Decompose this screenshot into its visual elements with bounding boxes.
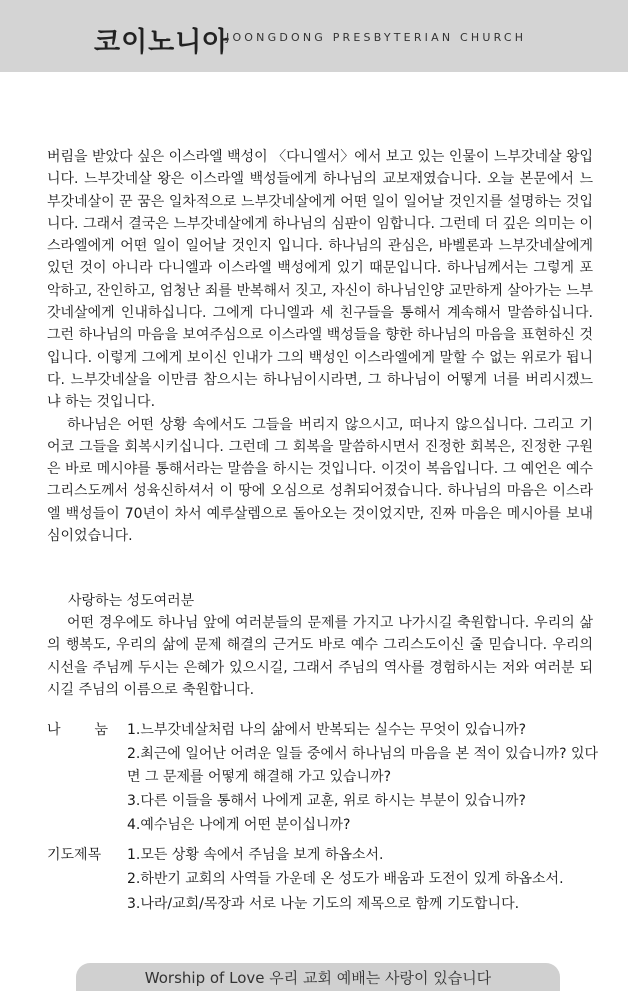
sharing-question: 2.최근에 일어난 어려운 일들 중에서 하나님의 마음을 본 적이 있습니까? 있다면 그 문제를 어떻게 해결해 가고 있습니까? <box>127 746 599 785</box>
sharing-label: 나 눔 <box>47 722 109 738</box>
prayer-item: 2.하반기 교회의 사역들 가운데 온 성도가 배움과 도전이 있게 하옵소서. <box>127 871 564 888</box>
closing-paragraph: 어떤 경우에도 하나님 앞에 여러분들의 문제를 가지고 나가시길 축원합니다. 우리의 삶의 행복도, 우리의 삶에 문제 해결의 근거도 바로 예수 그리스도이신 줄 믿습니다. 우리의 시선을 주님께 두시는 은혜가 있으시길, 그래서 주님의 역사를 경험하시는 저와 여러분 되시길 주님의 이름으로 축원합니다. <box>47 615 593 698</box>
sharing-question: 3.다른 이들을 통해서 나에게 교훈, 위로 하시는 부분이 있습니까? <box>127 792 526 809</box>
footer-banner: Worship of Love 우리 교회 예배는 사랑이 있습니다 <box>76 963 560 991</box>
prayer-item: 3.나라/교회/목장과 서로 나눈 기도의 제목으로 함께 기도합니다. <box>127 895 520 912</box>
prayer-items <box>127 844 607 917</box>
page-header <box>0 0 628 72</box>
sharing-questions <box>127 719 607 838</box>
sermon-body <box>47 146 593 547</box>
paragraph-1: 버림을 받았다 싶은 이스라엘 백성이 〈다니엘서〉에서 보고 있는 인물이 느부갓네살 왕입니다. 느부갓네살 왕은 이스라엘 백성들에게 하나님의 교보재였습니다. 오늘 본문에서 느부갓네살이 꾼 꿈은 일차적으로 느부갓네살에게 어떤 일이 일어날 것인지를 설명하는 것입니다. 그래서 결국은 느부갓네살에게 하나님의 심판이 임합니다. 그런데 더 깊은 의미는 이스라엘에게 어떤 일이 일어날 것인지 입니다. 하나님의 관심은, 바벨론과 느부갓네살에게 있던 것이 아니라 다니엘과 이스라엘 백성에게 있기 때문입니다. 하나님께서는 그렇게 포악하고, 잔인하고, 엄청난 죄를 반복해서 짓고, 자신이 하나님인양 교만하게 살아가는 느부갓네살에게 인내하십니다. 그에게 다니엘과 세 친구들을 통해서 계속해서 말씀하십니다. 그런 하나님의 마음을 보여주심으로 이스라엘 백성들을 향한 하나님의 마음을 표현하신 것입니다. 이렇게 그에게 보이신 인내가 그의 백성인 이스라엘에게 말할 수 없는 위로가 됩니다. 느부갓네살을 이만큼 참으시는 하나님이시라면, 그 하나님이 어떻게 너를 버리시겠느냐 하는 것입니다. <box>47 149 593 411</box>
sharing-question: 1.느부갓네살처럼 나의 삶에서 반복되는 실수는 무엇이 있습니까? <box>127 722 527 738</box>
header-title: 코이노니아 <box>94 27 230 58</box>
greeting: 사랑하는 성도여러분 <box>68 593 195 609</box>
paragraph-2: 하나님은 어떤 상황 속에서도 그들을 버리지 않으시고, 떠나지 않으십니다. 그리고 기어코 그들을 회복시키십니다. 그런데 그 회복을 말씀하시면서 진정한 회복은, 진정한 구원은 바로 메시야를 통해서라는 말씀을 하시는 것입니다. 이것이 복음입니다. 그 예언은 예수 그리스도께서 성육신하셔서 이 땅에 오심으로 성취되어졌습니다. 하나님의 마음은 이스라엘 백성들이 70년이 차서 예루살렘으로 돌아오는 것이었지만, 진짜 마음은 메시아를 보내심이었습니다. <box>47 416 593 545</box>
sharing-question: 4.예수님은 나에게 어떤 분이십니까? <box>127 817 351 834</box>
header-subtitle: JOONGDONG PRESBYTERIAN CHURCH <box>226 31 527 44</box>
prayer-label: 기도제목 <box>47 847 102 863</box>
prayer-item: 1.모든 상황 속에서 주님을 보게 하옵소서. <box>127 847 384 863</box>
